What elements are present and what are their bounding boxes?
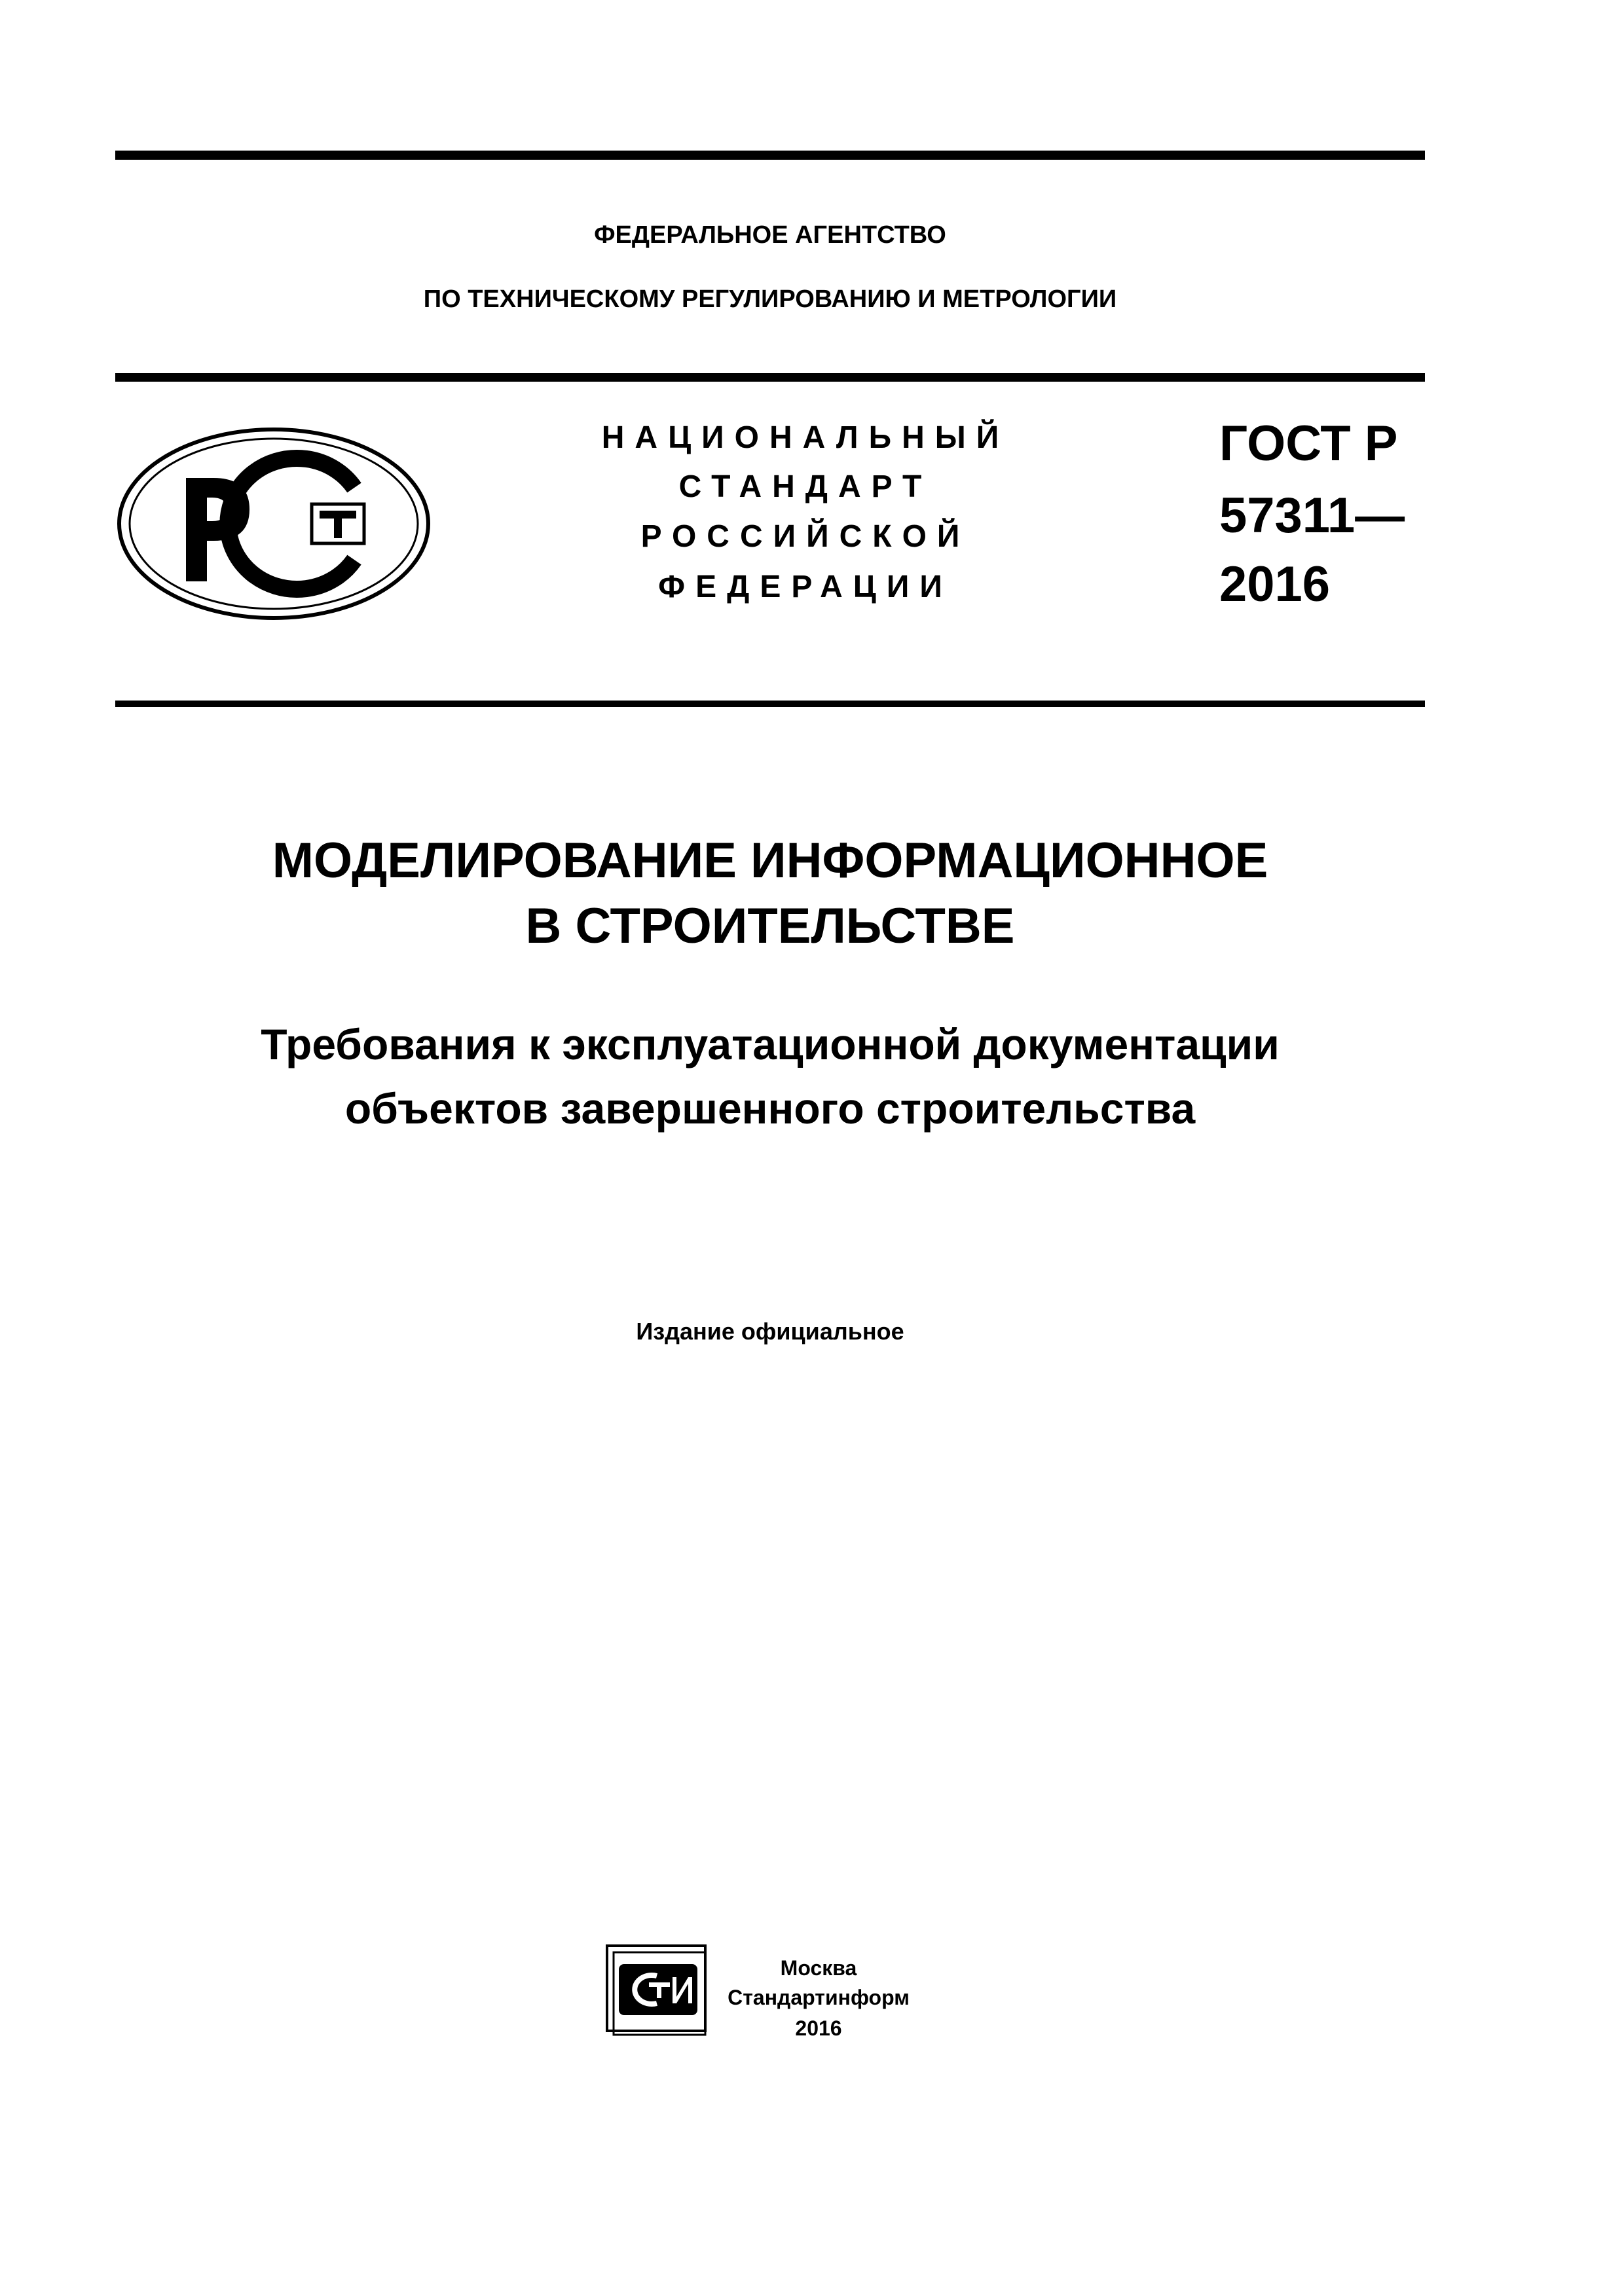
standard-designation-line-1: ГОСТ Р (1219, 416, 1398, 471)
middle-rule (115, 373, 1425, 382)
lower-rule (115, 701, 1425, 707)
standartinform-logo-icon (606, 1944, 710, 2036)
national-standard-line-1: НАЦИОНАЛЬНЫЙ (601, 420, 1010, 455)
national-standard-line-4: ФЕДЕРАЦИИ (658, 570, 953, 604)
agency-name-line-2: ПО ТЕХНИЧЕСКОМУ РЕГУЛИРОВАНИЮ И МЕТРОЛОГИИ (423, 285, 1117, 313)
publisher-name: Стандартинформ (728, 1986, 910, 2009)
document-title-line-2: В СТРОИТЕЛЬСТВЕ (525, 898, 1015, 954)
national-standard-line-3: РОССИЙСКОЙ (640, 519, 970, 554)
document-title-line-1: МОДЕЛИРОВАНИЕ ИНФОРМАЦИОННОЕ (272, 833, 1268, 888)
national-standard-line-2: СТАНДАРТ (678, 469, 932, 504)
publisher-city: Москва (780, 1956, 857, 1980)
publication-year: 2016 (795, 2016, 842, 2040)
standard-designation-line-2: 57311— (1219, 488, 1405, 543)
edition-note: Издание официальное (636, 1318, 904, 1345)
document-subtitle-line-2: объектов завершенного строительства (344, 1084, 1196, 1133)
document-subtitle-line-1: Требования к эксплуатационной документации (261, 1020, 1280, 1068)
rst-emblem-icon (115, 426, 433, 622)
standard-designation-line-3: 2016 (1219, 556, 1331, 612)
top-rule (115, 151, 1425, 160)
agency-name-line-1: ФЕДЕРАЛЬНОЕ АГЕНТСТВО (594, 221, 946, 249)
